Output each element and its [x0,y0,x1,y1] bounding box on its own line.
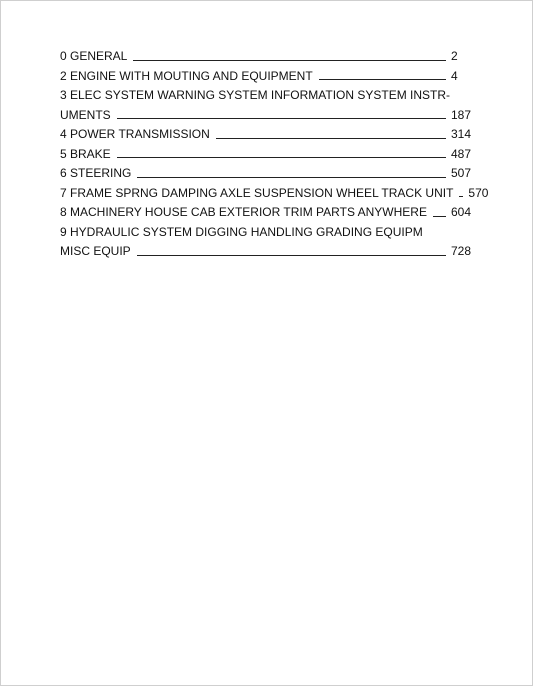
toc-entry-title: UMENTS [60,107,111,122]
toc-entry-brake[interactable] [60,145,472,165]
toc-entry-electrical[interactable] [60,86,472,125]
toc-entry-title: 6 STEERING [60,166,132,180]
toc-entry-title: 0 GENERAL [60,49,128,63]
toc-entry-title-line: 9 HYDRAULIC SYSTEM DIGGING HANDLING GRADING EQUIPM [60,224,423,239]
toc-line [60,184,489,204]
toc-page-number: 487 [451,146,472,161]
toc-leader-line [459,196,463,197]
toc-page-number: 570 [468,185,489,200]
toc-line [60,164,472,184]
toc-entry-engine[interactable] [60,67,472,87]
toc-page-number: 604 [451,205,472,219]
toc-entry-title: 8 MACHINERY HOUSE CAB EXTERIOR TRIM PARTS ANYWHERE [60,205,427,219]
toc-entry-machinery-house[interactable] [60,203,472,223]
toc-entry-power-transmission[interactable] [60,125,472,145]
toc-entry-steering[interactable] [60,164,472,184]
toc-leader-line [433,216,446,217]
toc-entry-title: 2 ENGINE WITH MOUTING AND EQUIPMENT [60,68,313,83]
toc-leader-line [319,79,446,80]
toc-line [60,86,472,106]
toc-leader-line [137,177,446,178]
toc-page-number: 4 [451,68,458,83]
toc-line [60,106,472,126]
toc-leader-line [133,60,446,61]
toc-line [60,145,472,165]
toc-entry-title: 7 FRAME SPRNG DAMPING AXLE SUSPENSION WHEEL TRACK UNIT [60,185,454,200]
toc-entry-title: 5 BRAKE [60,146,111,161]
toc-leader-line [117,157,446,158]
toc-line [60,67,472,87]
table-of-contents [60,47,489,262]
toc-entry-title-line: 3 ELEC SYSTEM WARNING SYSTEM INFORMATION SYSTEM INSTR- [60,88,451,102]
toc-entry-hydraulic[interactable] [60,223,472,262]
toc-page-number: 728 [451,244,472,258]
toc-line [60,125,472,145]
toc-entry-general[interactable] [60,47,472,67]
toc-leader-line [117,118,446,119]
toc-entry-frame[interactable] [60,184,489,204]
toc-leader-line [216,138,446,139]
toc-line [60,242,472,262]
toc-entry-title: 4 POWER TRANSMISSION [60,127,210,141]
toc-entry-title: MISC EQUIP [60,244,131,258]
toc-page-number: 507 [451,166,472,180]
toc-page-number: 2 [451,49,458,63]
toc-leader-line [137,255,446,256]
toc-page-number: 187 [451,107,472,122]
toc-page-number: 314 [451,127,472,141]
toc-line [60,47,472,67]
toc-line [60,203,472,223]
toc-line [60,223,472,243]
